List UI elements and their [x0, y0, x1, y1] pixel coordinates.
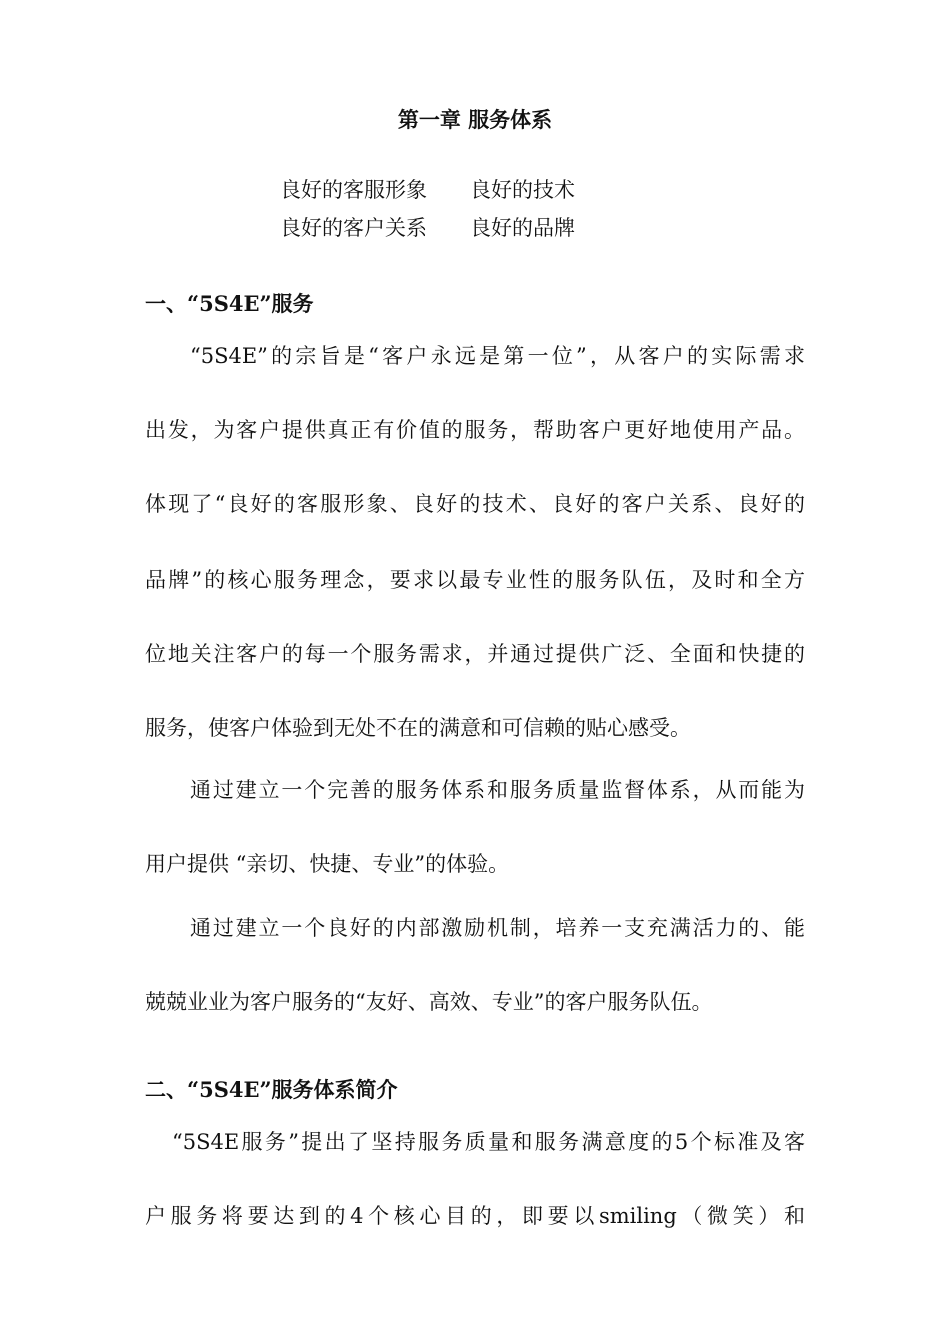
motto-row1-right: 良好的技术 [470, 178, 575, 202]
paragraph-line: 位地关注客户的每一个服务需求，并通过提供广泛、全面和快捷的 [145, 642, 805, 666]
paragraph-line: 品牌”的核心服务理念，要求以最专业性的服务队伍，及时和全方 [145, 568, 805, 592]
paragraph-line: 出发，为客户提供真正有价值的服务，帮助客户更好地使用产品。 [145, 418, 805, 442]
paragraph-line: 体现了“良好的客服形象、良好的技术、良好的客户关系、良好的 [145, 492, 805, 516]
motto-row2-right: 良好的品牌 [470, 216, 575, 240]
paragraph-line: “5S4E”的宗旨是“客户永远是第一位”，从客户的实际需求 [190, 344, 805, 368]
paragraph-line: 用户提供 “亲切、快捷、专业”的体验。 [145, 852, 510, 876]
motto-row2-left: 良好的客户关系 [280, 216, 427, 240]
motto-row1-left: 良好的客服形象 [280, 178, 427, 202]
paragraph-line: 兢兢业业为客户服务的“友好、高效、专业”的客户服务队伍。 [145, 990, 713, 1014]
paragraph-line: 户服务将要达到的4个核心目的，即要以smiling（微笑）和 [145, 1204, 805, 1228]
chapter-title: 第一章 服务体系 [397, 107, 553, 132]
paragraph-line: 通过建立一个良好的内部激励机制，培养一支充满活力的、能 [190, 916, 805, 940]
paragraph-line: “5S4E服务”提出了坚持服务质量和服务满意度的5个标准及客 [172, 1130, 805, 1154]
section1-heading: 一、“5S4E”服务 [145, 291, 314, 316]
section2-heading: 二、“5S4E”服务体系简介 [145, 1077, 398, 1102]
paragraph-line: 服务，使客户体验到无处不在的满意和可信赖的贴心感受。 [145, 716, 691, 740]
paragraph-line: 通过建立一个完善的服务体系和服务质量监督体系，从而能为 [190, 778, 805, 802]
